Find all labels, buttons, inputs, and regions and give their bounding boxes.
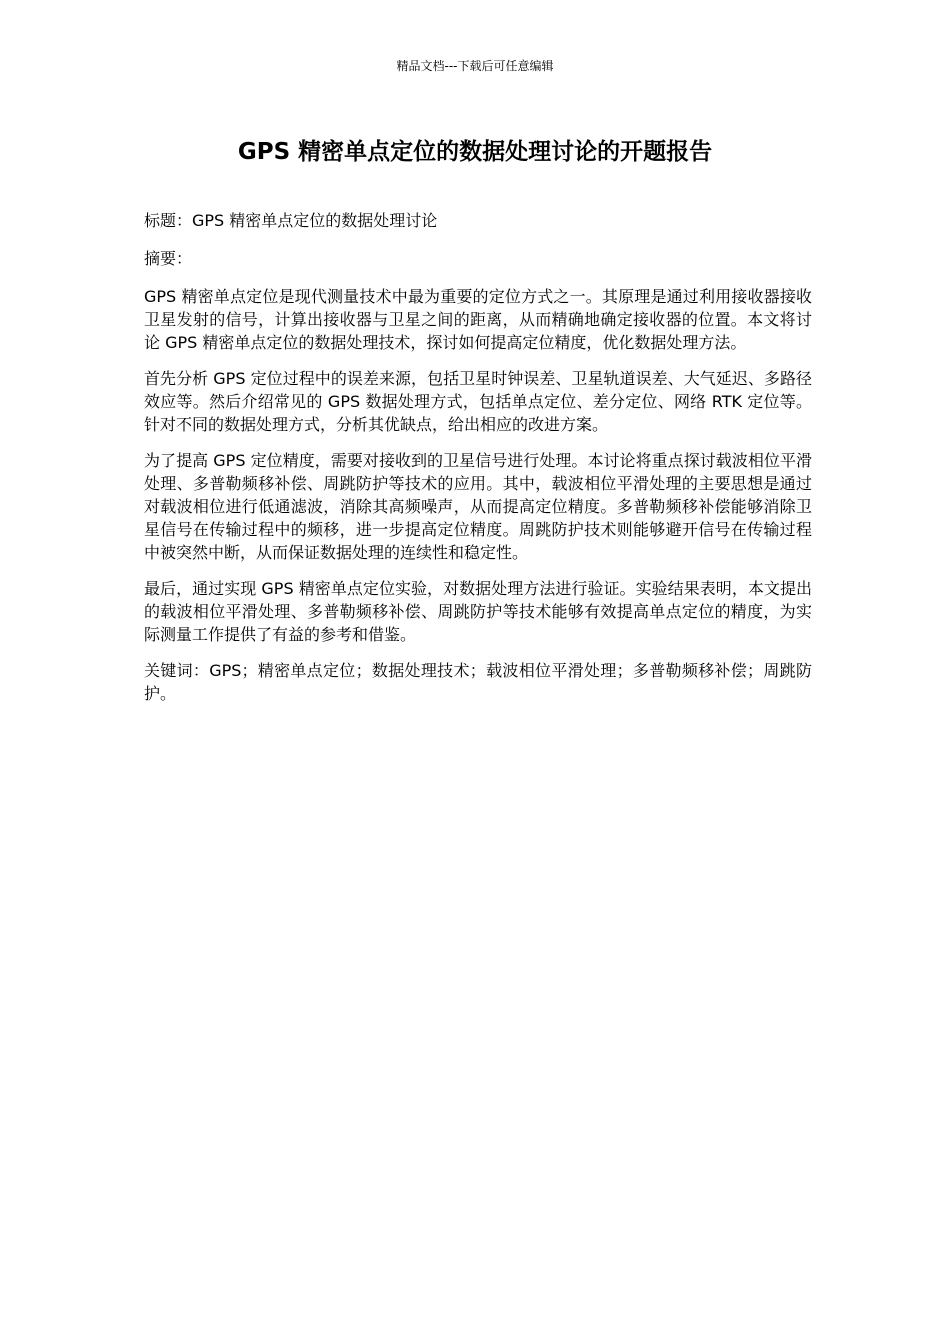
subject-line: 标题：GPS 精密单点定位的数据处理讨论 [144, 211, 438, 230]
paragraph-principle: GPS 精密单点定位是现代测量技术中最为重要的定位方式之一。其原理是通过利用接收器接收卫星发射的信号，计算出接收器与卫星之间的距离，从而精确地确定接收器的位置。本文将讨论 GPS 精密单点定位的数据处理技术，探讨如何提高定位精度，优化数据处理方法。 [144, 287, 812, 352]
keywords: 关键词：GPS；精密单点定位；数据处理技术；载波相位平滑处理；多普勒频移补偿；周跳防护。 [144, 661, 812, 703]
abstract-label: 摘要： [144, 249, 193, 268]
paragraph-error-sources: 首先分析 GPS 定位过程中的误差来源，包括卫星时钟误差、卫星轨道误差、大气延迟、多路径效应等。然后介绍常见的 GPS 数据处理方式，包括单点定位、差分定位、网络 RTK 定位等。针对不同的数据处理方式，分析其优缺点，给出相应的改进方案。 [144, 369, 812, 434]
page-header-watermark: 精品文档---下载后可任意编辑 [396, 59, 554, 73]
document-body [144, 209, 812, 718]
document-title: GPS 精密单点定位的数据处理讨论的开题报告 [237, 139, 713, 165]
paragraph-conclusion: 最后，通过实现 GPS 精密单点定位实验，对数据处理方法进行验证。实验结果表明，本文提出的载波相位平滑处理、多普勒频移补偿、周跳防护等技术能够有效提高单点定位的精度，为实际测量工作提供了有益的参考和借鉴。 [144, 579, 812, 644]
paragraph-techniques: 为了提高 GPS 定位精度，需要对接收到的卫星信号进行处理。本讨论将重点探讨载波相位平滑处理、多普勒频移补偿、周跳防护等技术的应用。其中，载波相位平滑处理的主要思想是通过对载波相位进行低通滤波，消除其高频噪声，从而提高定位精度。多普勒频移补偿能够消除卫星信号在传输过程中的频移，进一步提高定位精度。周跳防护技术则能够避开信号在传输过程中被突然中断，从而保证数据处理的连续性和稳定性。 [144, 451, 812, 562]
